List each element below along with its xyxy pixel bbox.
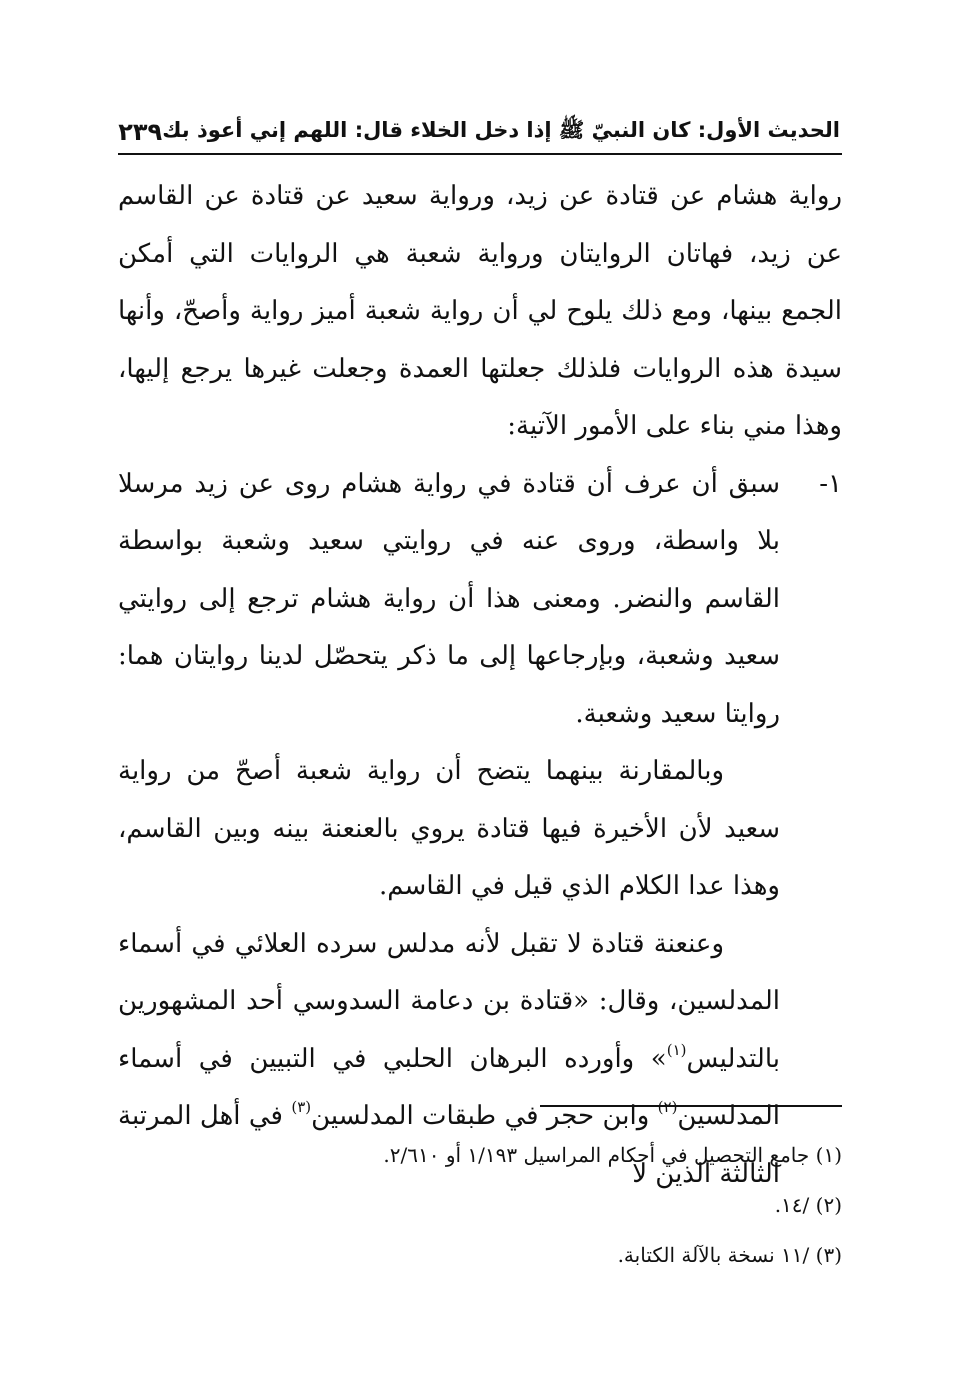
tadlis-text-part-1: وعنعنة قتادة لا تقبل لأنه مدلس سرده العلائي في أسماء المدلسين، وقال: «قتادة بن دعامة السدوسي أحد المشهورين بالتدليس <box>118 928 780 1074</box>
list-item-1-text: سبق أن عرف أن قتادة في رواية هشام روى عن زيد مرسلا بلا واسطة، وروى عنه في روايتي سعيد وشعبة بواسطة القاسم والنضر. ومعنى هذا أن رواية هشام ترجع إلى روايتي سعيد وشعبة، وبإرجاعها إلى ما ذكر يتحصّل لدينا روايتان هما: روايتا سعيد وشعبة. <box>118 468 780 729</box>
list-item-1 <box>118 456 842 744</box>
running-header <box>120 112 840 152</box>
footnote-1: (١) جامع التحصيل في أحكام المراسيل ١/١٩٣ أو ٢/٦١٠. <box>383 1143 842 1167</box>
intro-paragraph: رواية هشام عن قتادة عن زيد، ورواية سعيد عن قتادة عن القاسم عن زيد، فهاتان الروايتان ورواية شعبة هي الروايات التي أمكن الجمع بينها، ومع ذلك يلوح لي أن رواية شعبة أميز رواية وأصحّ، وأنها سيدة هذه الروايات فلذلك جعلتها العمدة وجعلت غيرها يرجع إليها، وهذا مني بناء على الأمور الآتية: <box>118 181 842 441</box>
running-title: الحديث الأول: كان النبيّ ﷺ إذا دخل الخلاء قال: اللهم إني أعوذ بك <box>162 117 840 142</box>
comparison-paragraph <box>118 743 842 916</box>
footnote-3: (٣) /١١ نسخة بالآلة الكتابة. <box>617 1243 842 1267</box>
footnote-ref-1: (١) <box>666 1040 687 1059</box>
footnote-rule <box>540 1105 842 1107</box>
tadlis-text-part-4: في أهل المرتبة الثالثة الذين لا <box>118 1101 780 1189</box>
list-marker-1: ١- <box>819 468 842 499</box>
page-number: ٢٣٩ <box>118 118 163 146</box>
footnotes <box>118 1130 842 1280</box>
footnote-ref-2: (٢) <box>657 1098 678 1116</box>
tadlis-text-part-2: » وأورده البرهان الحلبي في التبيين في أسماء المدلسين <box>118 1043 780 1131</box>
tadlis-text-part-3: وابن حجر في طبقات المدلسين <box>311 1101 658 1131</box>
header-rule <box>118 153 842 155</box>
main-text <box>118 168 842 1203</box>
footnote-2: (٢) /١٤. <box>774 1193 842 1217</box>
comparison-paragraph-text: وبالمقارنة بينهما يتضح أن رواية شعبة أصحّ من رواية سعيد لأن الأخيرة فيها قتادة يروي بالعنعنة بينه وبين القاسم، وهذا عدا الكلام الذي قيل في القاسم. <box>118 756 780 901</box>
footnote-ref-3: (٣) <box>291 1098 312 1116</box>
